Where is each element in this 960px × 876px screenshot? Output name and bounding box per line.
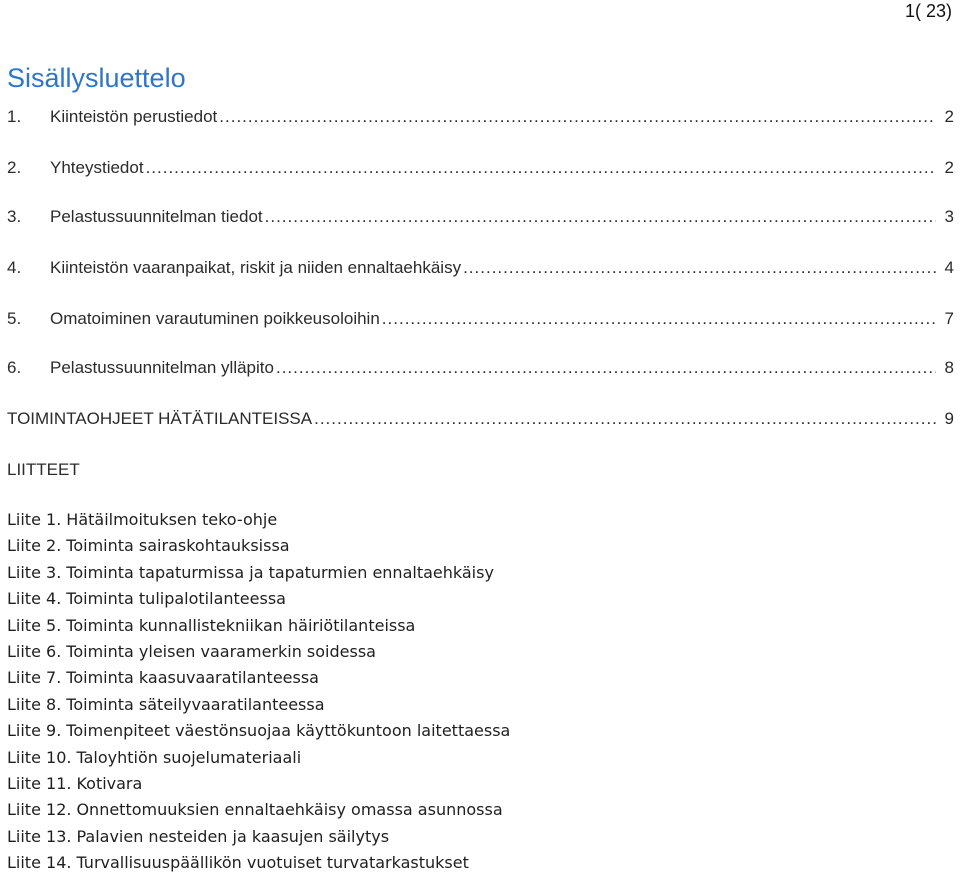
appendix-item[interactable] bbox=[7, 613, 510, 639]
toc-entry[interactable] bbox=[7, 157, 960, 179]
toc-title: Yhteystiedot bbox=[50, 158, 144, 177]
appendix-item[interactable] bbox=[7, 586, 510, 612]
appendix-label: Liite 5. bbox=[7, 615, 62, 635]
toc-entry[interactable] bbox=[7, 357, 960, 379]
toc-title: Kiinteistön perustiedot bbox=[50, 107, 218, 126]
toc-title: Pelastussuunnitelman ylläpito bbox=[50, 358, 274, 377]
appendix-title: Toiminta tulipalotilanteessa bbox=[66, 589, 286, 609]
toc-leader-dots bbox=[276, 357, 936, 379]
appendix-label: Liite 4. bbox=[7, 589, 62, 609]
appendix-title: Toimenpiteet väestönsuojaa käyttökuntoon laitettaessa bbox=[66, 721, 511, 741]
toc-number: 6. bbox=[7, 358, 22, 377]
appendix-title: Turvallisuuspäällikön vuotuiset turvatarkastukset bbox=[76, 853, 469, 873]
toc-leader-dots bbox=[463, 257, 936, 279]
appendix-item[interactable] bbox=[7, 507, 510, 533]
appendix-item[interactable] bbox=[7, 560, 510, 586]
appendix-label: Liite 7. bbox=[7, 668, 62, 688]
appendix-label: Liite 6. bbox=[7, 641, 62, 661]
appendix-item[interactable] bbox=[7, 533, 510, 559]
toc-entry[interactable] bbox=[7, 408, 960, 430]
appendix-item[interactable] bbox=[7, 639, 510, 665]
toc-leader-dots bbox=[146, 157, 936, 179]
toc-leader-dots bbox=[265, 206, 936, 228]
appendix-title: Toiminta kunnallistekniikan häiriötilanteissa bbox=[66, 615, 416, 635]
appendix-list bbox=[7, 507, 510, 876]
appendix-item[interactable] bbox=[7, 771, 510, 797]
toc-page-number: 7 bbox=[944, 309, 954, 328]
appendix-label: Liite 13. bbox=[7, 826, 72, 846]
appendix-label: Liite 9. bbox=[7, 721, 62, 741]
appendix-label: Liite 3. bbox=[7, 562, 62, 582]
appendix-label: Liite 1. bbox=[7, 510, 62, 529]
appendix-title: Taloyhtiön suojelumateriaali bbox=[76, 747, 302, 767]
appendix-label: Liite 11. bbox=[7, 773, 72, 793]
toc-number: 1. bbox=[7, 107, 22, 126]
appendix-item[interactable] bbox=[7, 665, 510, 691]
appendix-title: Toiminta yleisen vaaramerkin soidessa bbox=[66, 641, 376, 661]
appendix-label: Liite 14. bbox=[7, 853, 72, 873]
toc-page-number: 9 bbox=[944, 409, 954, 428]
toc-entry[interactable] bbox=[7, 257, 960, 279]
appendix-title: Toiminta kaasuvaaratilanteessa bbox=[66, 668, 319, 688]
appendix-item[interactable] bbox=[7, 824, 510, 850]
appendix-item[interactable] bbox=[7, 850, 510, 876]
toc-leader-dots bbox=[382, 308, 936, 330]
page-title: Sisällysluettelo bbox=[7, 63, 186, 94]
toc-number: 3. bbox=[7, 207, 22, 226]
toc-number: 2. bbox=[7, 158, 22, 177]
toc-leader-dots bbox=[219, 106, 936, 128]
appendix-item[interactable] bbox=[7, 745, 510, 771]
toc-title: Pelastussuunnitelman tiedot bbox=[50, 207, 263, 226]
page-number: 1( 23) bbox=[904, 1, 952, 21]
appendix-title: Kotivara bbox=[76, 773, 143, 793]
appendix-title: Toiminta tapaturmissa ja tapaturmien ennaltaehkäisy bbox=[66, 562, 494, 582]
toc-entry[interactable] bbox=[7, 106, 960, 128]
appendix-item[interactable] bbox=[7, 797, 510, 823]
appendix-item[interactable] bbox=[7, 718, 510, 744]
appendix-title: Toiminta säteilyvaaratilanteessa bbox=[66, 694, 325, 714]
toc-entry[interactable] bbox=[7, 206, 960, 228]
toc-title: Omatoiminen varautuminen poikkeusoloihin bbox=[50, 309, 380, 328]
appendix-label: Liite 8. bbox=[7, 694, 62, 714]
toc-page-number: 2 bbox=[944, 107, 954, 126]
toc-leader-dots bbox=[314, 408, 936, 430]
toc-page-number: 3 bbox=[944, 207, 954, 226]
appendix-item[interactable] bbox=[7, 692, 510, 718]
appendix-title: Palavien nesteiden ja kaasujen säilytys bbox=[76, 826, 390, 846]
appendix-label: Liite 2. bbox=[7, 536, 62, 556]
toc-title: Kiinteistön vaaranpaikat, riskit ja niiden ennaltaehkäisy bbox=[50, 258, 462, 277]
toc-number: 5. bbox=[7, 309, 22, 328]
appendix-title: Hätäilmoituksen teko-ohje bbox=[66, 510, 278, 529]
appendix-title: Toiminta sairaskohtauksissa bbox=[66, 536, 290, 556]
appendix-title: Onnettomuuksien ennaltaehkäisy omassa asunnossa bbox=[76, 800, 503, 820]
appendix-label: Liite 10. bbox=[7, 747, 72, 767]
toc-page-number: 4 bbox=[944, 258, 954, 277]
appendices-heading: LIITTEET bbox=[7, 460, 80, 479]
toc-entry[interactable] bbox=[7, 308, 960, 330]
toc-title: TOIMINTAOHJEET HÄTÄTILANTEISSA bbox=[7, 409, 313, 428]
toc-page-number: 2 bbox=[944, 158, 954, 177]
appendix-label: Liite 12. bbox=[7, 800, 72, 820]
toc-number: 4. bbox=[7, 258, 22, 277]
toc-page-number: 8 bbox=[944, 358, 954, 377]
